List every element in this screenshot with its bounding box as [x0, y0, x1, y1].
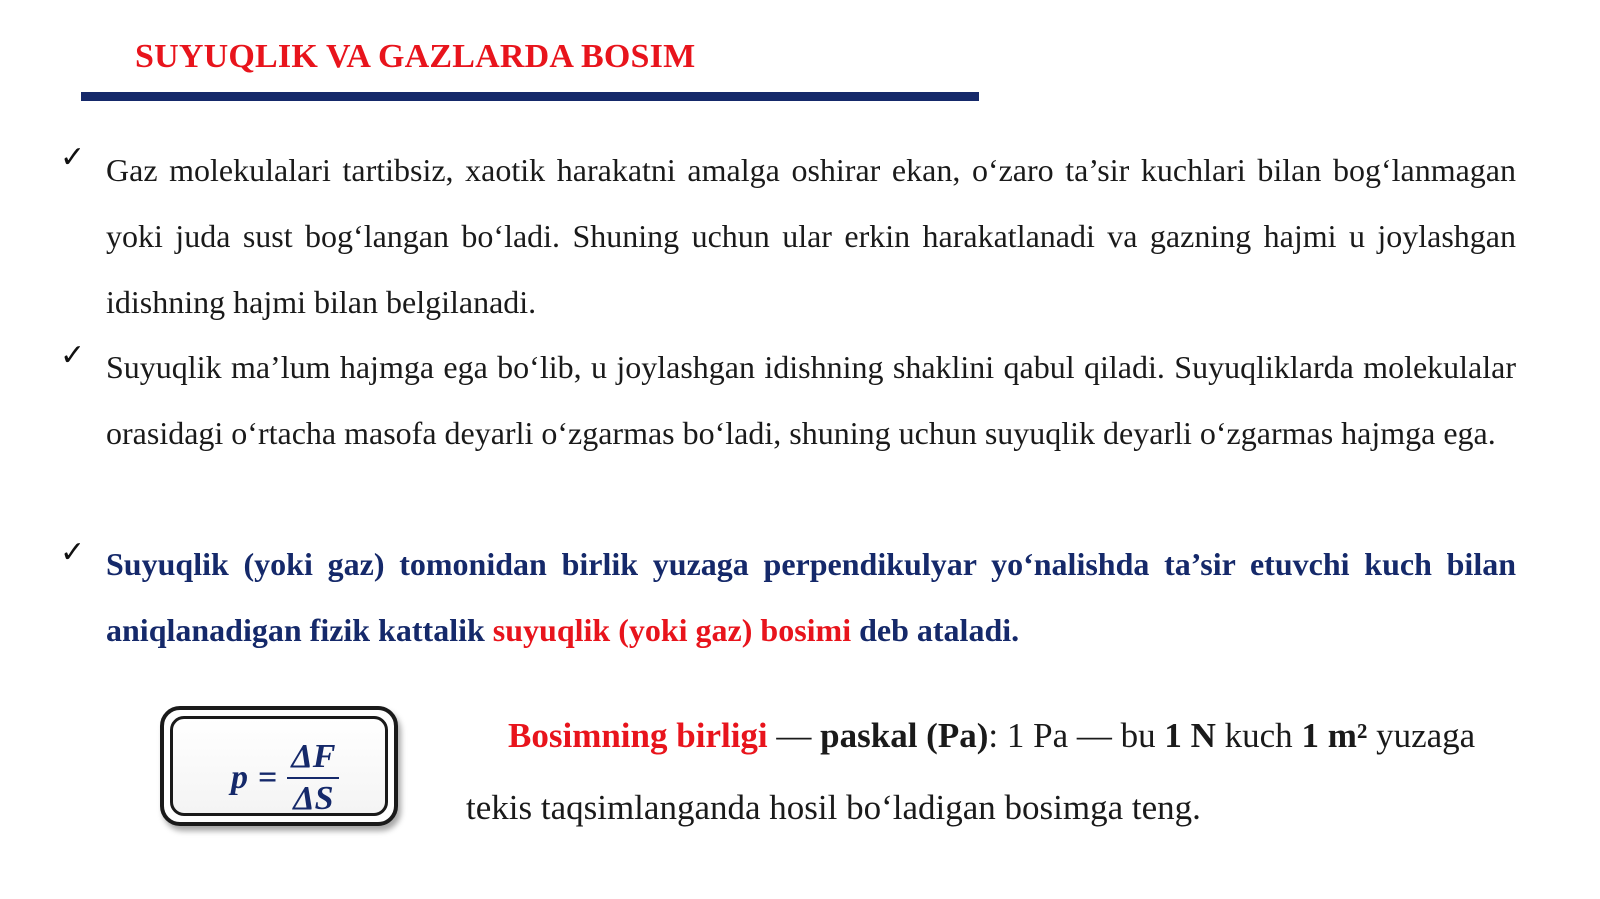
bullet-pressure-definition — [106, 531, 1516, 663]
check-mark-icon: ✓ — [60, 338, 86, 373]
unit-dash: — — [767, 716, 821, 755]
unit-label: Bosimning birligi — [508, 716, 768, 755]
check-mark-icon: ✓ — [60, 535, 86, 570]
formula-denominator: ΔS — [293, 780, 334, 817]
unit-rest: yuzaga tekis taqsimlanganda hosil bo‘ladigan bosimga teng. — [466, 716, 1476, 827]
formula-fraction — [287, 737, 339, 819]
definition-text: Suyuqlik (yoki gaz) tomonidan birlik yuzaga perpendikulyar yo‘nalishda ta’sir etuvchi kuch bilan aniqlanadigan fizik kattalik — [106, 546, 1516, 648]
definition-highlight: suyuqlik (yoki gaz) bosimi — [492, 612, 852, 648]
pressure-formula — [231, 737, 339, 819]
pressure-formula-box — [160, 706, 398, 826]
formula-equals: = — [258, 759, 278, 796]
slide-title: SUYUQLIK VA GAZLARDA BOSIM — [135, 38, 696, 75]
title-underline — [81, 92, 979, 101]
unit-area: 1 m² — [1301, 716, 1368, 755]
check-mark-icon: ✓ — [60, 140, 86, 175]
bullet-liquid-volume: Suyuqlik ma’lum hajmga ega bo‘lib, u joylashgan idishning shaklini qabul qiladi. Suyuqliklarda molekulalar orasidagi o‘rtacha masofa deyarli o‘zgarmas bo‘ladi, shuning uchun suyuqlik deyarli o‘zgarmas hajmga ega. — [106, 349, 1516, 451]
unit-name: paskal (Pa) — [820, 716, 989, 755]
formula-lhs: p — [231, 759, 248, 796]
unit-colon: : 1 Pa — bu — [988, 716, 1165, 755]
unit-mid: kuch — [1215, 716, 1302, 755]
formula-inner-frame — [170, 716, 388, 816]
unit-force: 1 N — [1164, 716, 1216, 755]
pressure-unit-description — [466, 700, 1496, 844]
definition-end: deb ataladi. — [851, 612, 1020, 648]
formula-numerator: ΔF — [291, 738, 336, 775]
bullet-gas-molecules: Gaz molekulalari tartibsiz, xaotik harakatni amalga oshirar ekan, o‘zaro ta’sir kuchlari bilan bog‘lanmagan yoki juda sust bog‘langan bo‘ladi. Shuning uchun ular erkin harakatlanadi va gazning hajmi u joylashgan idishning hajmi bilan belgilanadi. — [106, 152, 1516, 320]
